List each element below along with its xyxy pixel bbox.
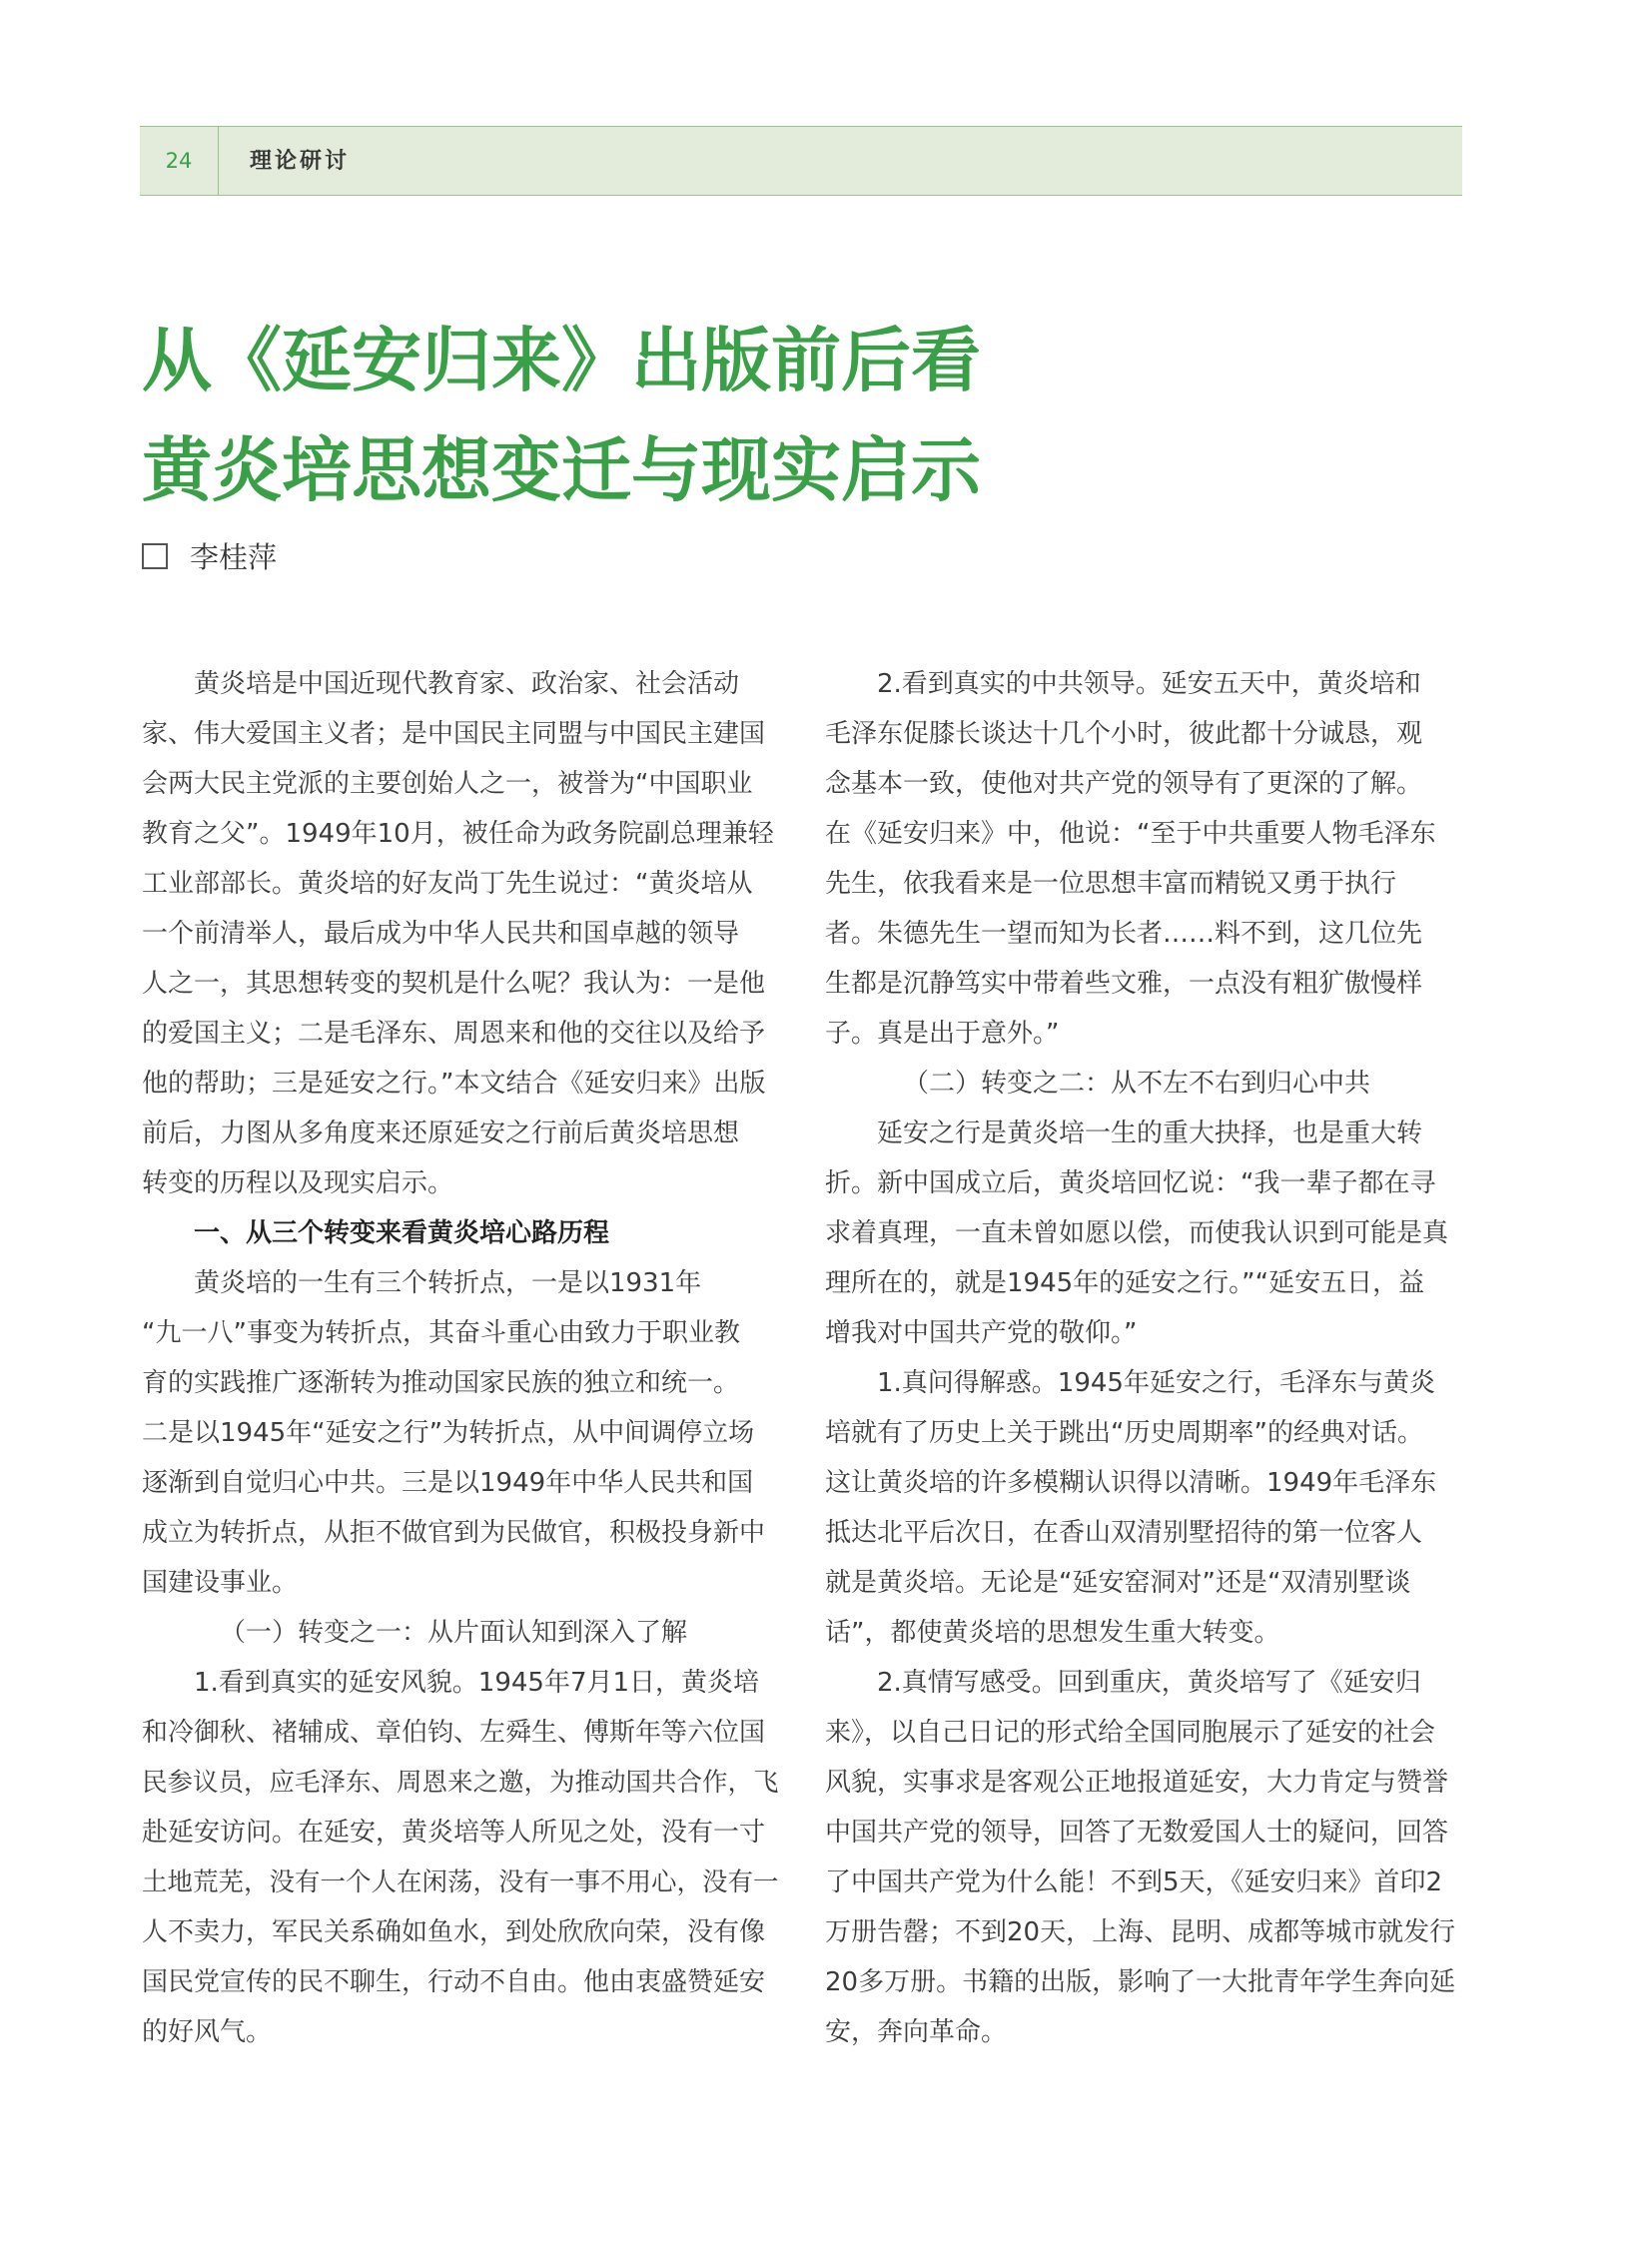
text-line: 念基本一致，使他对共产党的领导有了更深的了解。	[825, 769, 1423, 799]
text-line: 民参议员，应毛泽东、周恩来之邀，为推动国共合作，飞	[142, 1768, 779, 1798]
author-name: 李桂萍	[190, 540, 278, 574]
text-line: “九一八”事变为转折点，其奋斗重心由致力于职业教	[142, 1318, 740, 1348]
text-line: 土地荒芜，没有一个人在闲荡，没有一事不用心，没有一	[142, 1868, 779, 1897]
text-line: 二是以1945年“延安之行”为转折点，从中间调停立场	[142, 1418, 755, 1448]
text-line: 子。真是出于意外。”	[825, 1019, 1060, 1049]
text-line: 教育之父”。1949年10月，被任命为政务院副总理兼轻	[142, 819, 774, 849]
right-column	[825, 659, 1464, 2057]
text-line: 万册告罄；不到20天，上海、昆明、成都等城市就发行	[825, 1917, 1456, 1947]
text-line: 毛泽东促膝长谈达十几个小时，彼此都十分诚恳，观	[825, 719, 1423, 749]
text-line: 1.真问得解惑。1945年延安之行，毛泽东与黄炎	[877, 1368, 1435, 1398]
text-line: 就是黄炎培。无论是“延安窑洞对”还是“双清别墅谈	[825, 1568, 1411, 1598]
text-line: 会两大民主党派的主要创始人之一，被誉为“中国职业	[142, 769, 753, 799]
section-heading: 一、从三个转变来看黄炎培心路历程	[194, 1218, 610, 1248]
text-line: 安，奔向革命。	[825, 2017, 1008, 2047]
article-title	[142, 306, 981, 525]
square-bullet-icon	[142, 543, 168, 569]
text-line: 人之一，其思想转变的契机是什么呢？我认为：一是他	[142, 969, 766, 999]
text-line: 成立为转折点，从拒不做官到为民做官，积极投身新中	[142, 1518, 766, 1548]
text-line: 黄炎培的一生有三个转折点，一是以1931年	[194, 1268, 702, 1298]
text-line: 工业部部长。黄炎培的好友尚丁先生说过：“黄炎培从	[142, 869, 753, 899]
text-line: 1.看到真实的延安风貌。1945年7月1日，黄炎培	[194, 1668, 760, 1698]
left-column	[142, 659, 781, 2057]
header-divider	[218, 127, 219, 195]
text-line: 育的实践推广逐渐转为推动国家民族的独立和统一。	[142, 1368, 740, 1398]
text-line: 风貌，实事求是客观公正地报道延安，大力肯定与赞誉	[825, 1768, 1449, 1798]
text-line: 他的帮助；三是延安之行。”本文结合《延安归来》出版	[142, 1069, 766, 1099]
title-line-1: 从《延安归来》出版前后看	[142, 319, 981, 401]
text-line: 2.看到真实的中共领导。延安五天中，黄炎培和	[877, 669, 1421, 699]
text-line: 前后，力图从多角度来还原延安之行前后黄炎培思想	[142, 1119, 740, 1148]
subsection-heading: （二）转变之二：从不左不右到归心中共	[903, 1069, 1371, 1099]
text-line: 理所在的，就是1945年的延安之行。”“延安五日，益	[825, 1268, 1425, 1298]
text-line: 2.真情写感受。回到重庆，黄炎培写了《延安归	[877, 1668, 1421, 1698]
text-line: 培就有了历史上关于跳出“历史周期率”的经典对话。	[825, 1418, 1423, 1448]
subsection-heading: （一）转变之一：从片面认知到深入了解	[220, 1618, 688, 1648]
text-line: 赴延安访问。在延安，黄炎培等人所见之处，没有一寸	[142, 1818, 766, 1848]
text-line: 折。新中国成立后，黄炎培回忆说：“我一辈子都在寻	[825, 1168, 1436, 1198]
text-line: 和冷御秋、褚辅成、章伯钧、左舜生、傅斯年等六位国	[142, 1718, 766, 1748]
text-line: 逐渐到自觉归心中共。三是以1949年中华人民共和国	[142, 1468, 754, 1498]
text-line: 生都是沉静笃实中带着些文雅，一点没有粗犷傲慢样	[825, 969, 1423, 999]
text-line: 国民党宣传的民不聊生，行动不自由。他由衷盛赞延安	[142, 1967, 766, 1997]
text-line: 20多万册。书籍的出版，影响了一大批青年学生奔向延	[825, 1967, 1456, 1997]
text-line: 了中国共产党为什么能！不到5天，《延安归来》首印2	[825, 1868, 1443, 1897]
text-line: 的好风气。	[142, 2017, 273, 2047]
running-header	[140, 126, 1462, 196]
text-line: 增我对中国共产党的敬仰。”	[825, 1318, 1138, 1348]
section-label: 理论研讨	[250, 148, 351, 174]
text-line: 转变的历程以及现实启示。	[142, 1168, 454, 1198]
text-line: 家、伟大爱国主义者；是中国民主同盟与中国民主建国	[142, 719, 766, 749]
text-line: 先生，依我看来是一位思想丰富而精锐又勇于执行	[825, 869, 1397, 899]
text-line: 国建设事业。	[142, 1568, 299, 1598]
page-number: 24	[165, 149, 193, 173]
text-line: 在《延安归来》中，他说：“至于中共重要人物毛泽东	[825, 819, 1436, 849]
text-line: 话”，都使黄炎培的思想发生重大转变。	[825, 1618, 1280, 1648]
text-line: 一个前清举人，最后成为中华人民共和国卓越的领导	[142, 919, 740, 949]
text-line: 人不卖力，军民关系确如鱼水，到处欣欣向荣，没有像	[142, 1917, 766, 1947]
text-line: 这让黄炎培的许多模糊认识得以清晰。1949年毛泽东	[825, 1468, 1437, 1498]
title-line-2: 黄炎培思想变迁与现实启示	[142, 428, 981, 511]
text-line: 来》，以自己日记的形式给全国同胞展示了延安的社会	[825, 1718, 1436, 1748]
text-line: 黄炎培是中国近现代教育家、政治家、社会活动	[194, 669, 740, 699]
text-line: 抵达北平后次日，在香山双清别墅招待的第一位客人	[825, 1518, 1423, 1548]
byline	[142, 537, 277, 577]
text-line: 中国共产党的领导，回答了无数爱国人士的疑问，回答	[825, 1818, 1449, 1848]
text-line: 求着真理，一直未曾如愿以偿，而使我认识到可能是真	[825, 1218, 1449, 1248]
text-line: 者。朱德先生一望而知为长者……料不到，这几位先	[825, 919, 1423, 949]
text-line: 的爱国主义；二是毛泽东、周恩来和他的交往以及给予	[142, 1019, 766, 1049]
text-line: 延安之行是黄炎培一生的重大抉择，也是重大转	[877, 1119, 1423, 1148]
